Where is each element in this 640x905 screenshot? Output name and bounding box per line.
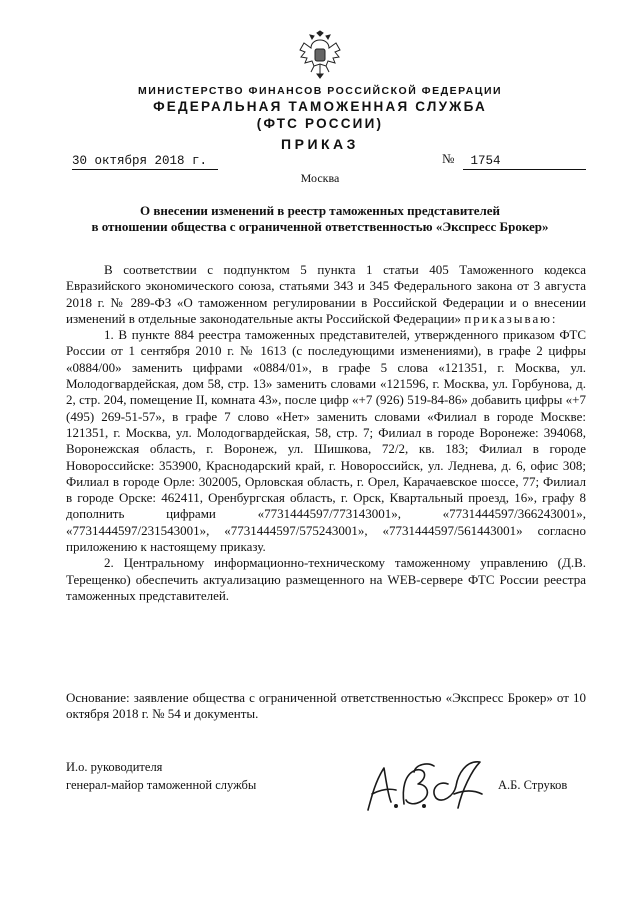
- item-2-paragraph: 2. Центральному информационно-техническому таможенному управлению (Д.В. Терещенко) обеспечить актуализацию размещенного на WEB-сервере ФТС России реестра таможенных представителей.: [66, 555, 586, 603]
- order-body: [66, 262, 586, 604]
- intro-text: В соответствии с подпунктом 5 пункта 1 статьи 405 Таможенного кодекса Евразийского экономического союза, статьями 343 и 345 Федерального закона от 3 августа 2018 г. № 289-ФЗ «О таможенном регулировании в Российской Федерации и о внесении изменений в отдельные законодательные акты Российской Федерации»: [66, 262, 586, 326]
- order-date: 30 октября 2018 г.: [72, 154, 218, 170]
- order-number: [463, 154, 586, 170]
- state-emblem-icon: [297, 30, 343, 80]
- signatory-position-line-1: И.о. руководителя: [66, 760, 163, 774]
- document-type-title: ПРИКАЗ: [281, 136, 359, 152]
- order-number-label: №: [442, 151, 455, 166]
- issue-city: Москва: [300, 171, 340, 185]
- handwritten-signature: [358, 750, 488, 820]
- order-word: приказываю:: [464, 310, 558, 326]
- service-name: ФЕДЕРАЛЬНАЯ ТАМОЖЕННАЯ СЛУЖБА: [153, 99, 487, 114]
- order-subject: [60, 203, 580, 235]
- service-abbreviation: (ФТС РОССИИ): [256, 116, 384, 131]
- subject-line-1: О внесении изменений в реестр таможенных представителей: [139, 203, 501, 218]
- item-1-paragraph: 1. В пункте 884 реестра таможенных представителей, утвержденного приказом ФТС России от 1 сентября 2010 г. № 1613 (с последующими изменениями), в графе 2 цифры «0884/00» заменить цифрами «0884/01», в графе 5 слова «121351, г. Москва, ул. Молодогвардейская, дом 58, стр. 13» заменить словами «121596, г. Москва, ул. Горбунова, д. 2, стр. 204, помещение II, комната 43», после цифр «+7 (926) 519-84-86» добавить цифры «+7 (495) 269-51-57», в графе 7 слово «Нет» заменить словами «Филиал в городе Москве: 121351, г. Москва, ул. Молодогвардейская, 58, стр. 7; Филиал в городе Воронеже: 394068, Воронежская область, г. Воронеж, ул. Шишкова, 72/2, кв. 183; Филиал в городе Новороссийске: 353900, Краснодарский край, г. Новороссийск, ул. Леднева, д. 6, офис 308; Филиал в городе Орле: 302005, Орловская область, г. Орел, Карачаевское шоссе, 77; Филиал в городе Орске: 462411, Оренбургская область, г. Орск, Квартальный проезд, 16», графу 8 дополнить цифрами «7731444597/773143001», «7731444597/366243001», «7731444597/231543001», «7731444597/575243001», «7731444597/561443001» согласно приложению к настоящему приказу.: [66, 327, 586, 555]
- signatory-position-line-2: генерал-майор таможенной службы: [66, 778, 257, 792]
- basis-paragraph: Основание: заявление общества с ограниченной ответственностью «Экспресс Брокер» от 10 октября 2018 г. № 54 и документы.: [66, 690, 586, 722]
- subject-line-2: в отношении общества с ограниченной ответственностью «Экспресс Брокер»: [91, 219, 549, 234]
- intro-paragraph: [66, 262, 586, 327]
- ministry-name: МИНИСТЕРСТВО ФИНАНСОВ РОССИЙСКОЙ ФЕДЕРАЦИИ: [137, 85, 503, 97]
- order-number-value: 1754: [470, 154, 501, 168]
- signatory-name: А.Б. Струков: [498, 778, 568, 792]
